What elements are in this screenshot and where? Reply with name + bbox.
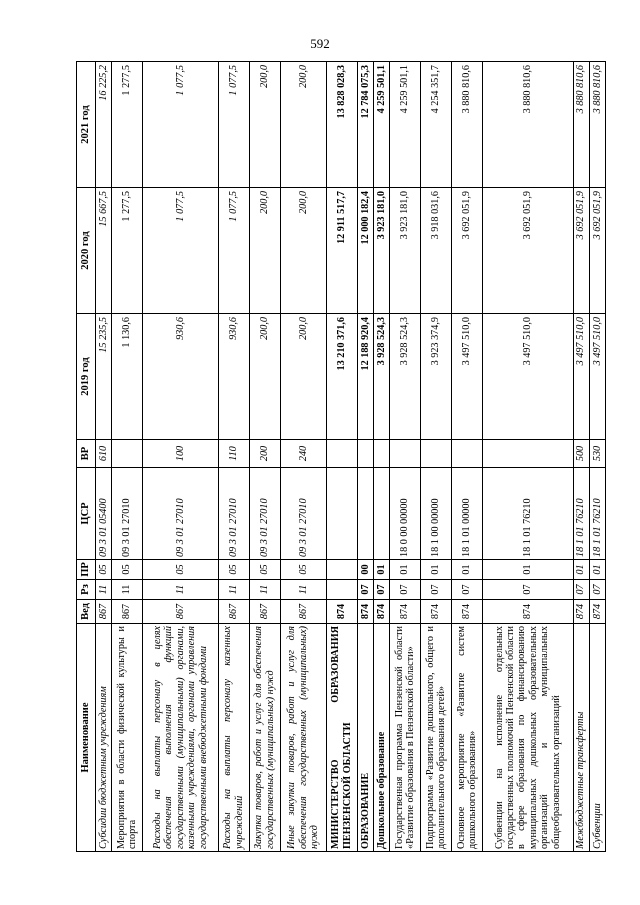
cell-rz: 07 <box>589 580 605 600</box>
cell-vr <box>452 440 483 468</box>
page-number: 592 <box>310 36 330 51</box>
table-row <box>373 62 389 852</box>
cell-2021: 3 880 810,6 <box>483 62 573 188</box>
cell-ved: 867 <box>249 600 280 624</box>
cell-vr: 200 <box>249 440 280 468</box>
cell-2021: 3 880 810,6 <box>452 62 483 188</box>
cell-vr <box>326 440 357 468</box>
cell-2020: 3 692 051,9 <box>483 188 573 314</box>
cell-rz: 11 <box>96 580 112 600</box>
cell-ved: 874 <box>390 600 421 624</box>
cell-pr: 05 <box>249 560 280 580</box>
cell-rz: 11 <box>112 580 143 600</box>
cell-name: Иные закупки товаров, работ и услуг для обеспечения государственных (муниципальных) нужд <box>280 624 326 852</box>
cell-vr: 530 <box>589 440 605 468</box>
cell-2021: 4 259 501,1 <box>390 62 421 188</box>
cell-name: Субсидии бюджетным учреждениям <box>96 624 112 852</box>
cell-pr: 01 <box>483 560 573 580</box>
rotated-table-frame <box>76 62 606 852</box>
cell-rz: 07 <box>357 580 373 600</box>
cell-rz: 07 <box>390 580 421 600</box>
cell-name: Закупка товаров, работ и услуг для обеспечения государственных (муниципальных) нужд <box>249 624 280 852</box>
cell-name: Государственная программа Пензенской области «Развитие образования в Пензенской области» <box>390 624 421 852</box>
cell-vr <box>112 440 143 468</box>
header-2021: 2021 год <box>77 62 96 188</box>
cell-pr: 01 <box>373 560 389 580</box>
cell-pr: 01 <box>390 560 421 580</box>
table-row <box>421 62 452 852</box>
cell-rz: 07 <box>421 580 452 600</box>
cell-2020: 12 000 182,4 <box>357 188 373 314</box>
cell-rz: 11 <box>218 580 249 600</box>
cell-2019: 930,6 <box>218 314 249 440</box>
cell-csr: 09 3 01 27010 <box>280 468 326 560</box>
cell-2021: 3 880 810,6 <box>573 62 589 188</box>
cell-ved: 867 <box>280 600 326 624</box>
table-body <box>96 62 606 852</box>
cell-pr: 05 <box>96 560 112 580</box>
table-row <box>143 62 219 852</box>
cell-name: Субвенции на исполнение отдельных государственных полномочий Пензенской области в сфере образования по финансированию муниципальных дошкольных образовательных организаций и муниципальных общеобразовательных организаций <box>483 624 573 852</box>
cell-ved: 874 <box>573 600 589 624</box>
cell-csr: 18 1 00 00000 <box>421 468 452 560</box>
cell-name: Подпрограмма «Развитие дошкольного, общего и дополнительного образования детей» <box>421 624 452 852</box>
cell-csr: 18 1 01 76210 <box>483 468 573 560</box>
header-2019: 2019 год <box>77 314 96 440</box>
table-row <box>390 62 421 852</box>
cell-2021: 200,0 <box>280 62 326 188</box>
cell-pr: 01 <box>452 560 483 580</box>
cell-csr: 09 3 01 27010 <box>112 468 143 560</box>
cell-pr: 05 <box>280 560 326 580</box>
cell-csr: 09 3 01 05400 <box>96 468 112 560</box>
cell-rz: 07 <box>452 580 483 600</box>
cell-2020: 1 077,5 <box>143 188 219 314</box>
header-vr: ВР <box>77 440 96 468</box>
cell-2019: 3 923 374,9 <box>421 314 452 440</box>
table-row <box>249 62 280 852</box>
cell-ved: 867 <box>112 600 143 624</box>
cell-2020: 3 692 051,9 <box>589 188 605 314</box>
cell-2020: 3 923 181,0 <box>373 188 389 314</box>
cell-csr: 09 3 01 27010 <box>249 468 280 560</box>
cell-rz: 11 <box>143 580 219 600</box>
cell-pr: 01 <box>589 560 605 580</box>
cell-2021: 200,0 <box>249 62 280 188</box>
cell-ved: 867 <box>96 600 112 624</box>
cell-2020: 3 923 181,0 <box>390 188 421 314</box>
cell-2020: 200,0 <box>249 188 280 314</box>
cell-name: Дошкольное образование <box>373 624 389 852</box>
header-rz: Рз <box>77 580 96 600</box>
cell-ved: 867 <box>143 600 219 624</box>
cell-2019: 3 928 524,3 <box>390 314 421 440</box>
table-row <box>218 62 249 852</box>
cell-vr: 500 <box>573 440 589 468</box>
table-row <box>573 62 589 852</box>
cell-ved: 874 <box>483 600 573 624</box>
cell-csr <box>373 468 389 560</box>
cell-2019: 1 130,6 <box>112 314 143 440</box>
cell-vr <box>421 440 452 468</box>
cell-2019: 13 210 371,6 <box>326 314 357 440</box>
header-csr: ЦСР <box>77 468 96 560</box>
cell-2019: 12 188 920,4 <box>357 314 373 440</box>
cell-name: Расходы на выплаты персоналу казенных учреждений <box>218 624 249 852</box>
table-row <box>452 62 483 852</box>
cell-vr: 110 <box>218 440 249 468</box>
cell-rz: 07 <box>483 580 573 600</box>
cell-pr: 01 <box>421 560 452 580</box>
cell-vr <box>357 440 373 468</box>
cell-2020: 3 918 031,6 <box>421 188 452 314</box>
cell-csr: 18 1 01 76210 <box>573 468 589 560</box>
cell-ved: 874 <box>357 600 373 624</box>
cell-csr: 18 0 00 00000 <box>390 468 421 560</box>
cell-2019: 930,6 <box>143 314 219 440</box>
cell-csr: 09 3 01 27010 <box>218 468 249 560</box>
cell-ved: 874 <box>452 600 483 624</box>
cell-vr <box>390 440 421 468</box>
cell-2020: 3 692 051,9 <box>452 188 483 314</box>
cell-2021: 1 077,5 <box>143 62 219 188</box>
cell-name: Мероприятия в области физической культуры и спорта <box>112 624 143 852</box>
table-header-row <box>77 62 96 852</box>
cell-2021: 1 077,5 <box>218 62 249 188</box>
cell-name: Расходы на выплаты персоналу в целях обеспечения выполнения функций государственными (муниципальными) органами, казенными учреждениями, органами управления государственными внебюджетными фондами <box>143 624 219 852</box>
cell-2020: 1 077,5 <box>218 188 249 314</box>
cell-2021: 4 259 501,1 <box>373 62 389 188</box>
cell-csr: 18 1 01 76210 <box>589 468 605 560</box>
cell-csr: 09 3 01 27010 <box>143 468 219 560</box>
cell-vr <box>373 440 389 468</box>
cell-vr: 610 <box>96 440 112 468</box>
cell-2019: 3 497 510,0 <box>589 314 605 440</box>
budget-table <box>76 61 606 852</box>
cell-2021: 12 784 075,3 <box>357 62 373 188</box>
cell-2020: 15 667,5 <box>96 188 112 314</box>
cell-pr: 05 <box>112 560 143 580</box>
cell-2020: 1 277,5 <box>112 188 143 314</box>
cell-2019: 15 235,5 <box>96 314 112 440</box>
cell-2020: 12 911 517,7 <box>326 188 357 314</box>
cell-pr: 05 <box>218 560 249 580</box>
table-row <box>357 62 373 852</box>
cell-csr <box>326 468 357 560</box>
cell-2019: 3 497 510,0 <box>483 314 573 440</box>
cell-ved: 874 <box>373 600 389 624</box>
cell-rz: 07 <box>373 580 389 600</box>
cell-pr: 01 <box>573 560 589 580</box>
cell-vr: 240 <box>280 440 326 468</box>
cell-pr: 00 <box>357 560 373 580</box>
cell-2021: 13 828 028,3 <box>326 62 357 188</box>
cell-name: Межбюджетные трансферты <box>573 624 589 852</box>
table-container <box>76 62 606 852</box>
cell-ved: 867 <box>218 600 249 624</box>
cell-vr <box>483 440 573 468</box>
cell-name: Основное мероприятие «Развитие систем дошкольного образования» <box>452 624 483 852</box>
cell-2019: 3 497 510,0 <box>573 314 589 440</box>
cell-pr: 05 <box>143 560 219 580</box>
cell-rz: 11 <box>280 580 326 600</box>
cell-csr <box>357 468 373 560</box>
header-ved: Вед <box>77 600 96 624</box>
table-row <box>589 62 605 852</box>
cell-rz: 11 <box>249 580 280 600</box>
table-row <box>112 62 143 852</box>
cell-vr: 100 <box>143 440 219 468</box>
cell-2020: 3 692 051,9 <box>573 188 589 314</box>
cell-2019: 200,0 <box>249 314 280 440</box>
header-pr: ПР <box>77 560 96 580</box>
cell-rz: 07 <box>573 580 589 600</box>
cell-2021: 1 277,5 <box>112 62 143 188</box>
cell-ved: 874 <box>589 600 605 624</box>
cell-ved: 874 <box>326 600 357 624</box>
cell-name: Субвенции <box>589 624 605 852</box>
header-name: Наименование <box>77 624 96 852</box>
cell-2019: 3 497 510,0 <box>452 314 483 440</box>
cell-2019: 200,0 <box>280 314 326 440</box>
cell-name: МИНИСТЕРСТВО ОБРАЗОВАНИЯ ПЕНЗЕНСКОЙ ОБЛАСТИ <box>326 624 357 852</box>
cell-2019: 3 928 524,3 <box>373 314 389 440</box>
cell-2020: 200,0 <box>280 188 326 314</box>
table-row <box>326 62 357 852</box>
cell-csr: 18 1 01 00000 <box>452 468 483 560</box>
header-2020: 2020 год <box>77 188 96 314</box>
cell-2021: 4 254 351,7 <box>421 62 452 188</box>
table-row <box>483 62 573 852</box>
cell-2021: 16 225,2 <box>96 62 112 188</box>
cell-name: ОБРАЗОВАНИЕ <box>357 624 373 852</box>
cell-pr <box>326 560 357 580</box>
table-row <box>280 62 326 852</box>
cell-rz <box>326 580 357 600</box>
cell-ved: 874 <box>421 600 452 624</box>
table-row <box>96 62 112 852</box>
cell-2021: 3 880 810,6 <box>589 62 605 188</box>
